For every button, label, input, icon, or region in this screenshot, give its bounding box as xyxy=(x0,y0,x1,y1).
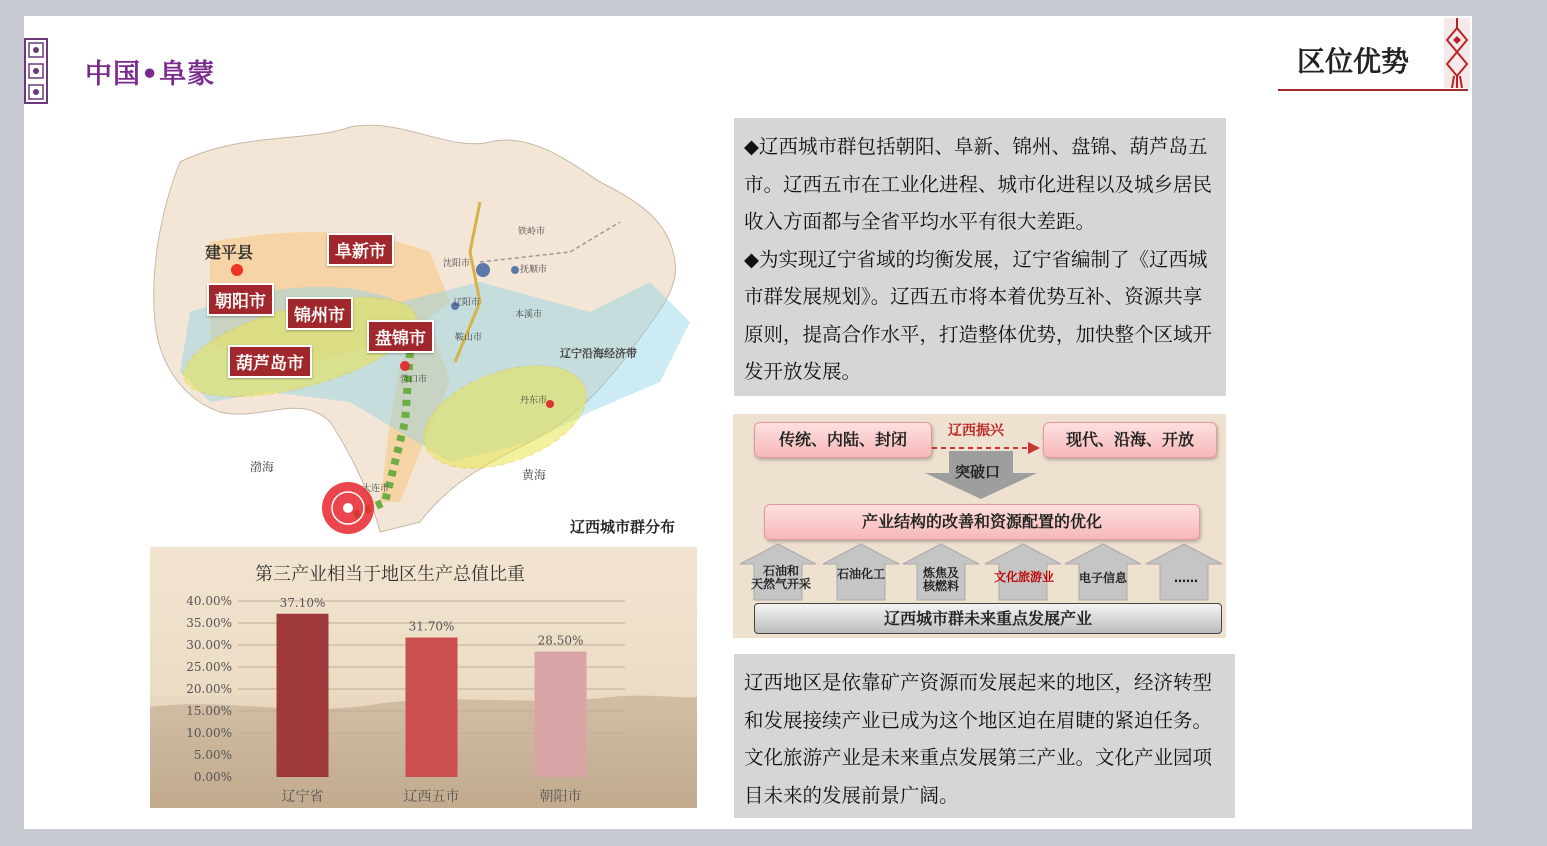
data-label: 37.10% xyxy=(279,595,326,610)
industry-coking: 炼焦及 核燃料 xyxy=(922,566,959,593)
breakthrough-label: 突破口 xyxy=(955,463,1001,481)
city-small-label: 辽阳市 xyxy=(453,298,481,308)
x-tick-label: 辽宁省 xyxy=(281,789,324,805)
zone-label: 辽宁沿海经济带 xyxy=(560,347,637,360)
city-small-label: 抚顺市 xyxy=(520,265,548,275)
city-small-label: 鞍山市 xyxy=(455,333,483,343)
bar xyxy=(277,614,329,777)
y-tick-label: 5.00% xyxy=(193,748,232,762)
city-small-label: 丹东市 xyxy=(520,396,548,406)
industry-more: …… xyxy=(1174,571,1198,585)
conclusion-textbox: 辽西地区是依靠矿产资源而发展起来的地区，经济转型和发展接续产业已成为这个地区迫在眉睫的紧迫任务。文化旅游产业是未来重点发展第三产业。文化产业园项目未来的发展前景广阔。 xyxy=(734,654,1235,818)
city-small-label: 沈阳市 xyxy=(443,259,471,269)
bar xyxy=(535,652,587,777)
city-small-label: 铁岭市 xyxy=(518,227,546,237)
y-tick-label: 0.00% xyxy=(193,770,232,784)
city-small-label: 大连市 xyxy=(362,484,390,494)
sea-label-huanghai: 黄海 xyxy=(522,468,547,482)
optimize-box: 产业结构的改善和资源配置的优化 xyxy=(764,504,1200,540)
future-industry-bar: 辽西城市群未来重点发展产业 xyxy=(754,603,1222,634)
flow-right-box: 现代、沿海、开放 xyxy=(1043,422,1217,458)
industry-oil-gas: 石油和 天然气开采 xyxy=(750,564,811,591)
sea-label-bohai: 渤海 xyxy=(250,460,275,474)
flow-left-box: 传统、内陆、封闭 xyxy=(754,422,932,458)
data-label: 28.50% xyxy=(537,633,584,648)
page-title: 区位优势 xyxy=(1297,45,1410,78)
x-tick-label: 辽西五市 xyxy=(403,789,460,805)
tertiary-industry-chart xyxy=(150,547,697,808)
intro-paragraph: ◆为实现辽宁省域的均衡发展，辽宁省编制了《辽西城市群发展规划》。辽西五市将本着优势互补、资源共享原则，提高合作水平，打造整体优势，加快整个区域开发开放发展。 xyxy=(744,247,1213,383)
y-tick-label: 25.00% xyxy=(186,660,232,674)
city-small-label: 本溪市 xyxy=(515,310,543,320)
y-tick-label: 30.00% xyxy=(186,638,232,652)
data-label: 31.70% xyxy=(408,619,455,634)
y-tick-label: 10.00% xyxy=(186,726,232,740)
map-caption: 辽西城市群分布 xyxy=(570,518,676,536)
title-underline xyxy=(1278,89,1468,91)
y-tick-label: 15.00% xyxy=(186,704,232,718)
ornament-icon xyxy=(24,38,48,104)
chinese-knot-icon xyxy=(1444,18,1470,88)
industry-culture-tourism: 文化旅游业 xyxy=(993,570,1054,584)
flow-arrow-label: 辽西振兴 xyxy=(948,423,1004,439)
city-label-jianping: 建平县 xyxy=(205,243,254,262)
industry-petrochem: 石油化工 xyxy=(836,567,885,581)
industry-electronics: 电子信息 xyxy=(1078,571,1127,585)
intro-textbox xyxy=(734,118,1226,396)
city-tag-panjin: 盘锦市 xyxy=(367,320,434,353)
city-tag-chaoyang: 朝阳市 xyxy=(207,283,274,316)
city-tag-fuxin: 阜新市 xyxy=(327,233,394,266)
city-small-label: 营口市 xyxy=(400,375,428,385)
intro-paragraph: ◆辽西城市群包括朝阳、阜新、锦州、盘锦、葫芦岛五市。辽西五市在工业化进程、城市化进程以及城乡居民收入方面都与全省平均水平有很大差距。 xyxy=(744,135,1213,233)
chart-title: 第三产业相当于地区生产总值比重 xyxy=(255,564,525,585)
city-tag-huludao: 葫芦岛市 xyxy=(228,345,312,378)
y-tick-label: 35.00% xyxy=(186,616,232,630)
x-tick-label: 朝阳市 xyxy=(539,789,582,805)
bar xyxy=(406,638,458,777)
y-tick-label: 20.00% xyxy=(186,682,232,696)
city-tag-jinzhou: 锦州市 xyxy=(286,297,353,330)
y-tick-label: 40.00% xyxy=(186,594,232,608)
brand-title: 中国•阜蒙 xyxy=(85,59,216,90)
